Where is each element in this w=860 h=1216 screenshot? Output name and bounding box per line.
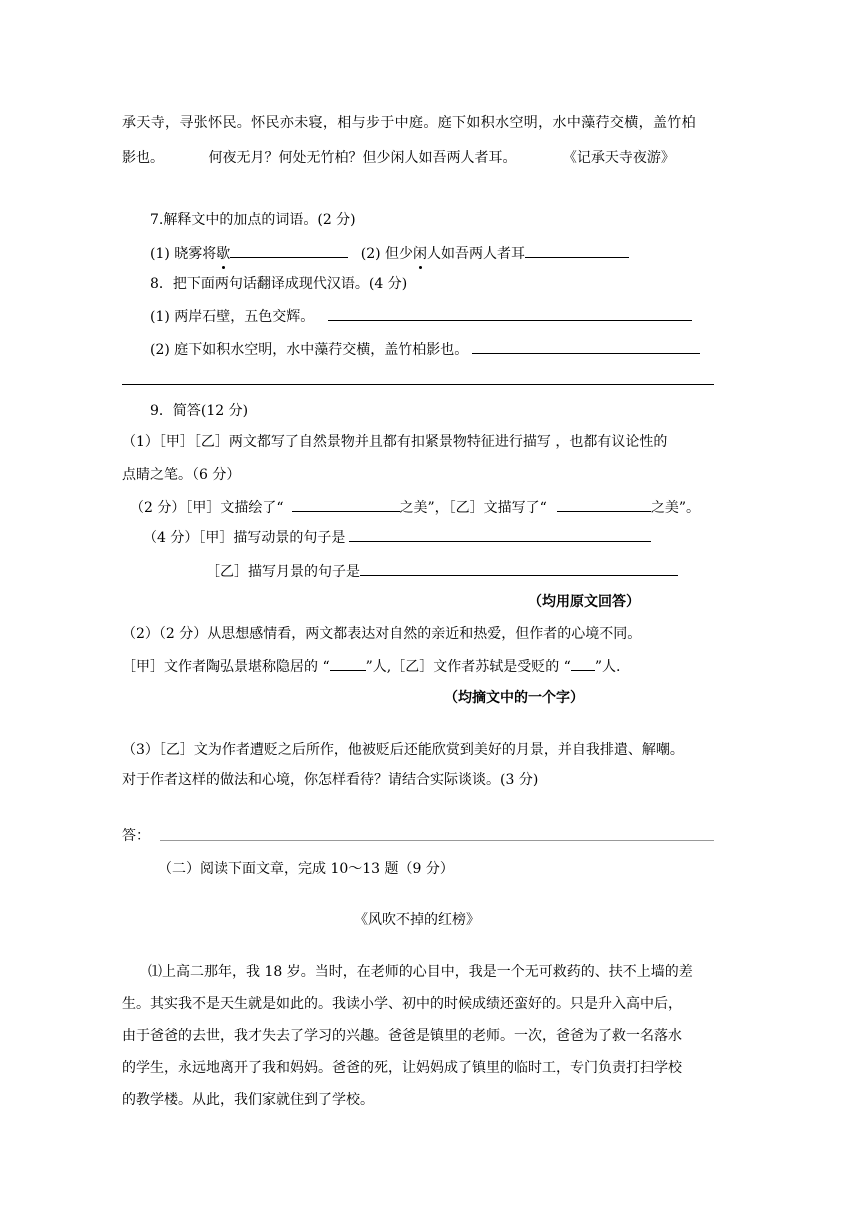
article-title: 《风吹不掉的红榜》 (354, 912, 480, 928)
passage-line-2 (122, 148, 675, 168)
q9-p1-sub1-c: 之美”。 (650, 500, 701, 516)
q7-item2-blank[interactable] (525, 243, 629, 258)
q9-p1-sub1-a: （2 分）［甲］文描绘了“ (130, 500, 284, 516)
q9-p1-line2: 点睛之笔。（6 分） (122, 467, 241, 483)
q9-title: 9．简答(12 分) (150, 403, 249, 419)
q9-p3-line1: （3）［乙］文为作者遭贬之后所作，他被贬后还能欣赏到美好的月景，并自我排遣、解嘲。 (122, 742, 684, 758)
article-para-line-1: ⑴上高二那年，我 18 岁。当时，在老师的心目中，我是一个无可救药的、扶不上墙的差 (148, 964, 693, 980)
q9-p1-sub1 (130, 497, 700, 518)
q9-p1-line1: （1）［甲］［乙］两文都写了自然景物并且都有扣紧景物特征进行描写 ，也都有议论性的 (122, 434, 668, 450)
q7-item2-text-post: 人如吾两人者耳 (427, 246, 526, 262)
passage-line-2-a: 影也。 (122, 150, 164, 166)
q9-p1-sub2-blank[interactable] (349, 527, 651, 542)
q9-p2-blank2[interactable] (571, 656, 595, 671)
q9-p1-sub1-blank1[interactable] (292, 497, 400, 512)
q7-item2-text: (2) 但少 (360, 246, 414, 262)
article-para-line-3: 由于爸爸的去世，我才失去了学习的兴趣。爸爸是镇里的老师。一次，爸爸为了救一名落水 (122, 1028, 682, 1044)
q9-p1-sub3-blank[interactable] (360, 561, 678, 576)
q9-p1-sub3 (206, 561, 678, 582)
article-para-line-5: 的教学楼。从此，我们家就住到了学校。 (122, 1092, 374, 1108)
q7-item1-blank[interactable] (230, 243, 348, 258)
q7-title: 7.解释文中的加点的词语。(2 分) (150, 212, 356, 228)
q7-item2-dotted-word: 闲 (413, 246, 428, 262)
q8-item1 (150, 306, 692, 327)
q9-p2-line2-b: ”人,［乙］文作者苏轼是受贬的 “ (365, 659, 571, 675)
q9-p3-line2: 对于作者这样的做法和心境，你怎样看待？请结合实际谈谈。(3 分) (122, 772, 539, 788)
q9-answer-label: 答： (122, 828, 150, 844)
q8-title: 8．把下面两句话翻译成现代汉语。(4 分) (150, 276, 408, 292)
q9-answer-line[interactable] (160, 840, 714, 841)
passage-source: 《记承天寺夜游》 (562, 150, 675, 166)
q8-answer-line[interactable] (122, 384, 714, 385)
q9-p1-sub3-text: ［乙］描写月景的句子是 (206, 564, 360, 580)
article-para-line-2: 生。其实我不是天生就是如此的。我读小学、初中的时候成绩还蛮好的。只是升入高中后， (122, 996, 682, 1012)
q9-p1-note: （均用原文回答） (528, 594, 640, 610)
q9-p1-sub2 (143, 527, 651, 548)
q9-p1-sub2-text: （4 分）［甲］描写动景的句子是 (143, 530, 346, 546)
q9-p1-sub1-b: 之美”，［乙］文描写了“ (399, 500, 547, 516)
q9-p2-blank1[interactable] (330, 656, 366, 671)
q9-p2-line1: （2）（2 分）从思想感情看，两文都表达对自然的亲近和热爱，但作者的心境不同。 (122, 626, 642, 642)
q7-item1-dotted-word: 歇 (216, 246, 231, 262)
passage-line-1: 承天寺，寻张怀民。怀民亦未寝，相与步于中庭。庭下如积水空明，水中藻荇交横，盖竹柏 (122, 115, 696, 131)
q9-p1-sub1-blank2[interactable] (557, 497, 651, 512)
q9-p2-line2-c: ”人. (594, 659, 621, 675)
article-para-line-4: 的学生，永远地离开了我和妈妈。爸爸的死，让妈妈成了镇里的临时工，专门负责打扫学校 (122, 1060, 682, 1076)
q8-item2 (150, 339, 700, 360)
passage-line-2-b: 何夜无月？何处无竹柏？但少闲人如吾两人者耳。 (208, 150, 517, 166)
q8-item2-text: (2) 庭下如积水空明，水中藻荇交横，盖竹柏影也。 (150, 342, 469, 358)
q8-item1-blank[interactable] (328, 306, 692, 321)
q7-item1-text: (1) 晓雾将 (150, 246, 217, 262)
q7-items (150, 243, 629, 264)
q9-p2-line2-a: ［甲］文作者陶弘景堪称隐居的 “ (122, 659, 330, 675)
q8-item1-text: (1) 两岸石壁，五色交辉。 (150, 309, 315, 325)
q9-p2-line2 (122, 656, 620, 677)
section2-heading: （二）阅读下面文章，完成 10～13 题（9 分） (158, 861, 454, 877)
q9-p2-note: （均摘文中的一个字） (444, 690, 584, 706)
q8-item2-blank[interactable] (472, 339, 700, 354)
